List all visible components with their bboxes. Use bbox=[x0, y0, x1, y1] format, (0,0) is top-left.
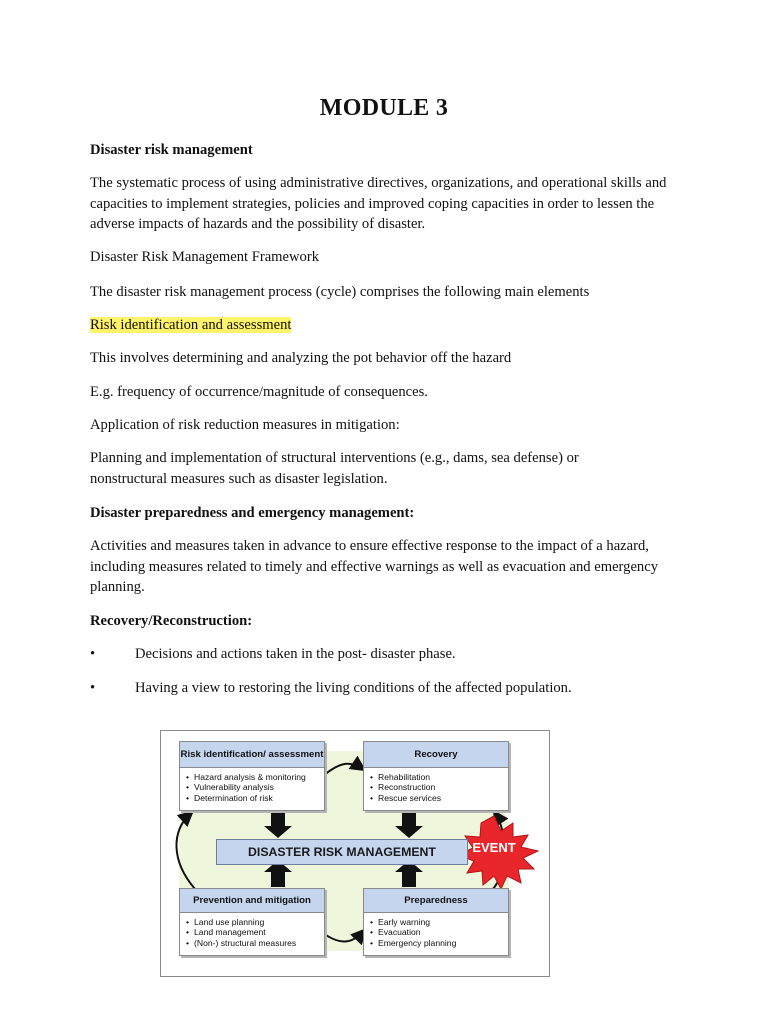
highlight-risk-identification: Risk identification and assessment bbox=[90, 317, 292, 333]
drm-cycle-diagram bbox=[160, 730, 550, 977]
heading-recovery: Recovery/Reconstruction: bbox=[90, 613, 253, 629]
list-item: • Emergency planning bbox=[370, 938, 508, 948]
paragraph-involves: This involves determining and analyzing the pot behavior off the hazard bbox=[90, 350, 512, 366]
paragraph-definition: The systematic process of using administrative directives, organizations, and operational skills and capacities to implement strategies, policies and improved coping capacities in order to lessen the adverse impacts of hazards and the possibility of disaster. bbox=[90, 175, 667, 232]
list-item: • Hazard analysis & monitoring bbox=[186, 772, 324, 782]
list-item: • Rescue services bbox=[370, 793, 508, 803]
list-item: • Determination of risk bbox=[186, 793, 324, 803]
framework-title: Disaster Risk Management Framework bbox=[90, 249, 319, 265]
heading-disaster-risk-management: Disaster risk management bbox=[90, 142, 253, 158]
box-title: Recovery bbox=[364, 742, 508, 768]
list-item: • Evacuation bbox=[370, 927, 508, 937]
box-list bbox=[180, 772, 324, 810]
page-title: MODULE 3 bbox=[319, 95, 449, 121]
center-label-disaster-risk-management: DISASTER RISK MANAGEMENT bbox=[216, 839, 468, 865]
heading-preparedness: Disaster preparedness and emergency management: bbox=[90, 505, 415, 521]
bullet-text: Decisions and actions taken in the post- disaster phase. bbox=[135, 646, 456, 662]
list-item: • Early warning bbox=[370, 917, 508, 927]
box-risk-identification bbox=[179, 741, 325, 811]
box-recovery bbox=[363, 741, 509, 811]
paragraph-activities: Activities and measures taken in advance to ensure effective response to the impact of a hazard, including measures related to timely and effective warnings as well as evacuation and emergency planning. bbox=[90, 538, 659, 595]
list-item: • Land use planning bbox=[186, 917, 324, 927]
list-item bbox=[90, 678, 690, 698]
event-label: EVENT bbox=[472, 840, 516, 855]
box-title: Prevention and mitigation bbox=[180, 889, 324, 913]
paragraph-example: E.g. frequency of occurrence/magnitude of consequences. bbox=[90, 384, 428, 400]
bullet-icon: • bbox=[90, 680, 96, 696]
list-item bbox=[90, 644, 690, 664]
list-item: • Land management bbox=[186, 927, 324, 937]
paragraph-planning: Planning and implementation of structural interventions (e.g., dams, sea defense) or nonstructural measures such as disaster legislation. bbox=[90, 450, 579, 487]
box-prevention-mitigation bbox=[179, 888, 325, 956]
paragraph-application: Application of risk reduction measures in mitigation: bbox=[90, 417, 400, 433]
box-list bbox=[364, 917, 508, 955]
arrow-risk-to-recovery-icon bbox=[323, 764, 363, 776]
box-title: Risk identification/ assessment bbox=[180, 742, 324, 768]
list-item: • (Non-) structural measures bbox=[186, 938, 324, 948]
box-list bbox=[180, 917, 324, 955]
highlighted-line bbox=[90, 315, 690, 336]
arrow-prevention-to-risk-icon bbox=[176, 813, 195, 889]
bullet-icon: • bbox=[90, 646, 96, 662]
box-list bbox=[364, 772, 508, 810]
arrow-down-right-icon bbox=[395, 811, 423, 838]
list-item: • Rehabilitation bbox=[370, 772, 508, 782]
arrow-down-left-icon bbox=[264, 811, 292, 838]
arrow-prevention-to-preparedness-icon bbox=[323, 931, 364, 941]
paragraph-process: The disaster risk management process (cycle) comprises the following main elements bbox=[90, 284, 590, 300]
list-item: • Vulnerability analysis bbox=[186, 782, 324, 792]
bullet-text: Having a view to restoring the living conditions of the affected population. bbox=[135, 680, 572, 696]
box-preparedness bbox=[363, 888, 509, 956]
list-item: • Reconstruction bbox=[370, 782, 508, 792]
box-title: Preparedness bbox=[364, 889, 508, 913]
